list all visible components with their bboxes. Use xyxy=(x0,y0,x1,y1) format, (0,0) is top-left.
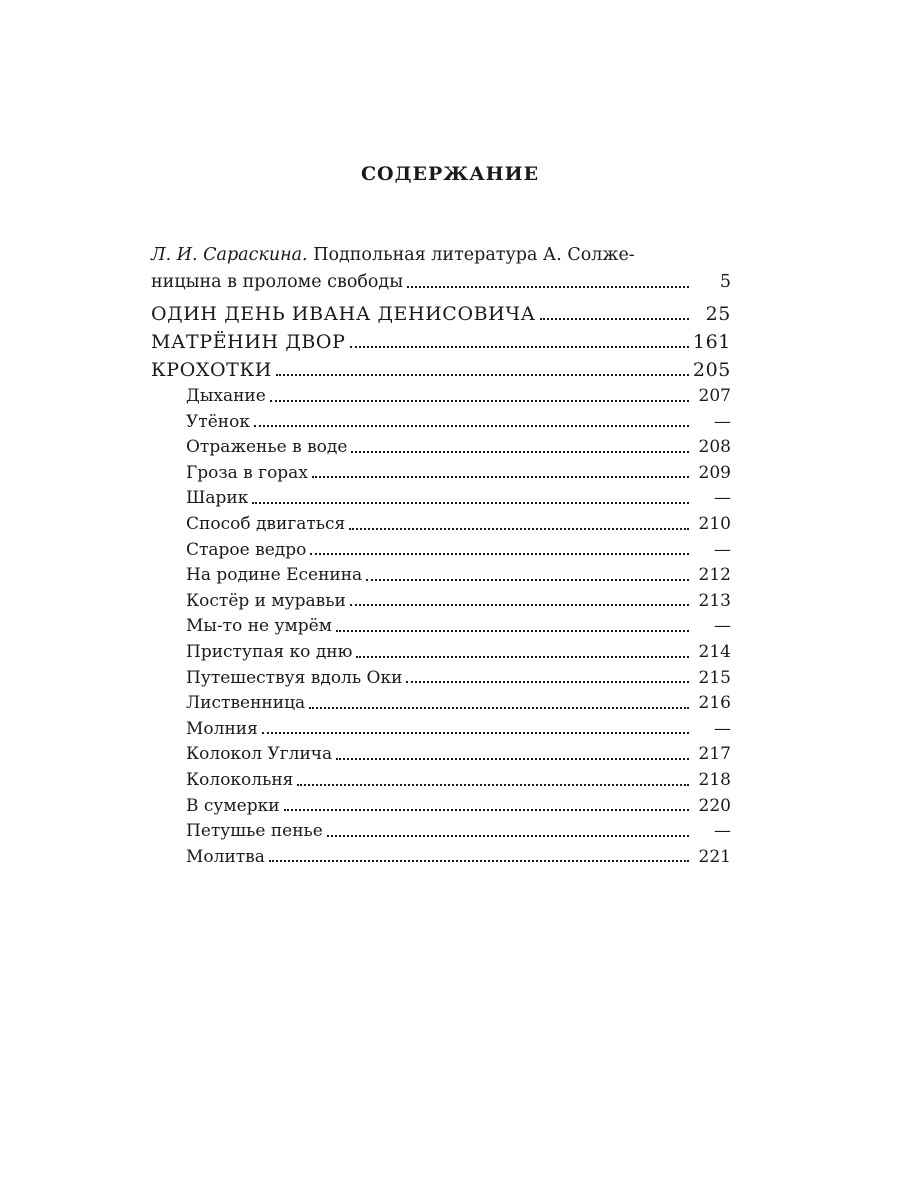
toc-page-number: — xyxy=(714,539,731,560)
toc-page-number: 205 xyxy=(692,359,731,381)
toc-entry xyxy=(151,589,731,615)
toc-entry xyxy=(151,768,731,794)
toc-entry-title: Приступая ко дню xyxy=(186,641,353,662)
toc-entry xyxy=(151,356,731,384)
toc-page-number: 212 xyxy=(698,565,731,586)
toc-intro-title-part-2: ницына в проломе свободы xyxy=(151,272,404,292)
toc-entry-title: На родине Есенина xyxy=(186,565,363,586)
dot-leader xyxy=(309,691,689,717)
toc-entry-title: Дыхание xyxy=(186,386,266,406)
dot-leader xyxy=(351,435,689,461)
dot-leader xyxy=(356,640,689,666)
toc-entry-title: Молитва xyxy=(186,846,265,867)
dot-leader xyxy=(297,768,689,794)
toc-entry xyxy=(151,435,731,461)
toc-entry xyxy=(151,328,731,356)
dot-leader xyxy=(269,845,689,871)
toc-entry xyxy=(151,563,731,589)
dot-leader xyxy=(407,269,689,296)
dot-leader xyxy=(276,356,689,384)
toc-entry-title: Колокол Углича xyxy=(186,744,333,765)
toc-page-number: 25 xyxy=(705,303,731,325)
toc-entry-title: Мы-то не умрём xyxy=(186,616,332,637)
toc-intro-author: Л. И. Сараскина. xyxy=(151,245,308,265)
toc-entry-title: Петушье пенье xyxy=(186,821,323,842)
dot-leader xyxy=(349,512,689,538)
toc-entry-title: Гроза в горах xyxy=(186,462,308,483)
toc-entry xyxy=(151,512,731,538)
toc-page-number: 221 xyxy=(698,846,731,867)
toc-entry-title: В сумерки xyxy=(186,795,280,816)
toc-entry-title: Шарик xyxy=(186,488,249,509)
toc-page-number: — xyxy=(714,821,731,842)
toc-entry xyxy=(151,742,731,768)
toc-entry-title: Путешествуя вдоль Оки xyxy=(186,667,403,688)
dot-leader xyxy=(540,300,689,328)
toc-page-number: 161 xyxy=(692,331,731,353)
toc-entry-title: ОДИН ДЕНЬ ИВАНА ДЕНИСОВИЧА xyxy=(151,303,536,325)
toc-entry-title: Способ двигаться xyxy=(186,513,346,534)
toc-entry xyxy=(151,486,731,512)
toc-entry-title: МАТРЁНИН ДВОР xyxy=(151,331,346,353)
dot-leader xyxy=(350,589,689,615)
dot-leader xyxy=(252,486,689,512)
toc-entry-title: Отраженье в воде xyxy=(186,437,348,458)
toc-page-number: 214 xyxy=(698,641,731,662)
toc-page-number: 216 xyxy=(698,693,731,714)
toc-entry-title: Костёр и муравьи xyxy=(186,590,346,611)
toc-entry-title: Старое ведро xyxy=(186,539,307,560)
toc-page-number: 215 xyxy=(698,667,731,688)
toc-entry xyxy=(151,794,731,820)
dot-leader xyxy=(350,328,689,356)
toc-page-number: — xyxy=(714,616,731,637)
toc-page-number: 208 xyxy=(698,437,731,458)
toc-page-number: 218 xyxy=(698,769,731,790)
dot-leader xyxy=(254,410,689,436)
toc-page-number: 5 xyxy=(719,272,731,292)
toc-sub-entries xyxy=(151,384,731,870)
dot-leader xyxy=(327,819,689,845)
toc-entry-title: Молния xyxy=(186,718,258,739)
toc-page-number: 217 xyxy=(698,744,731,765)
toc-page-number: — xyxy=(714,718,731,739)
toc-entry-title: КРОХОТКИ xyxy=(151,359,272,381)
toc-page-number: 207 xyxy=(698,386,731,406)
toc-page-number: 209 xyxy=(698,462,731,483)
toc-entry xyxy=(151,666,731,692)
dot-leader xyxy=(310,538,689,564)
toc-page-number: 210 xyxy=(698,513,731,534)
dot-leader xyxy=(336,742,689,768)
toc-entry xyxy=(151,614,731,640)
toc-entry xyxy=(151,410,731,436)
toc-entry-title: Лиственница xyxy=(186,693,306,714)
toc-entry xyxy=(151,717,731,743)
dot-leader xyxy=(406,666,689,692)
toc-entry xyxy=(151,691,731,717)
toc-major-entries xyxy=(151,300,731,384)
toc-intro-title-part-1: Подпольная литература А. Солже- xyxy=(307,245,635,265)
dot-leader xyxy=(336,614,689,640)
toc-entry xyxy=(151,384,731,410)
toc-entry xyxy=(151,538,731,564)
dot-leader xyxy=(284,794,689,820)
toc-page-number: — xyxy=(714,411,731,432)
dot-leader xyxy=(262,717,689,743)
toc-entry xyxy=(151,819,731,845)
toc-entry xyxy=(151,300,731,328)
dot-leader xyxy=(270,384,689,410)
toc-page-number: 220 xyxy=(698,795,731,816)
dot-leader xyxy=(312,461,689,487)
toc-intro-line-1 xyxy=(151,242,731,269)
toc-entry-title: Колокольня xyxy=(186,769,294,790)
toc-entry xyxy=(151,845,731,871)
toc-page-number: 213 xyxy=(698,590,731,611)
toc-entry xyxy=(151,640,731,666)
table-of-contents xyxy=(151,242,731,870)
toc-entry-title: Утёнок xyxy=(186,411,250,432)
toc-intro-line-2 xyxy=(151,269,731,296)
toc-entry xyxy=(151,461,731,487)
dot-leader xyxy=(366,563,689,589)
page-title: СОДЕРЖАНИЕ xyxy=(360,163,540,185)
toc-page-number: — xyxy=(714,488,731,509)
